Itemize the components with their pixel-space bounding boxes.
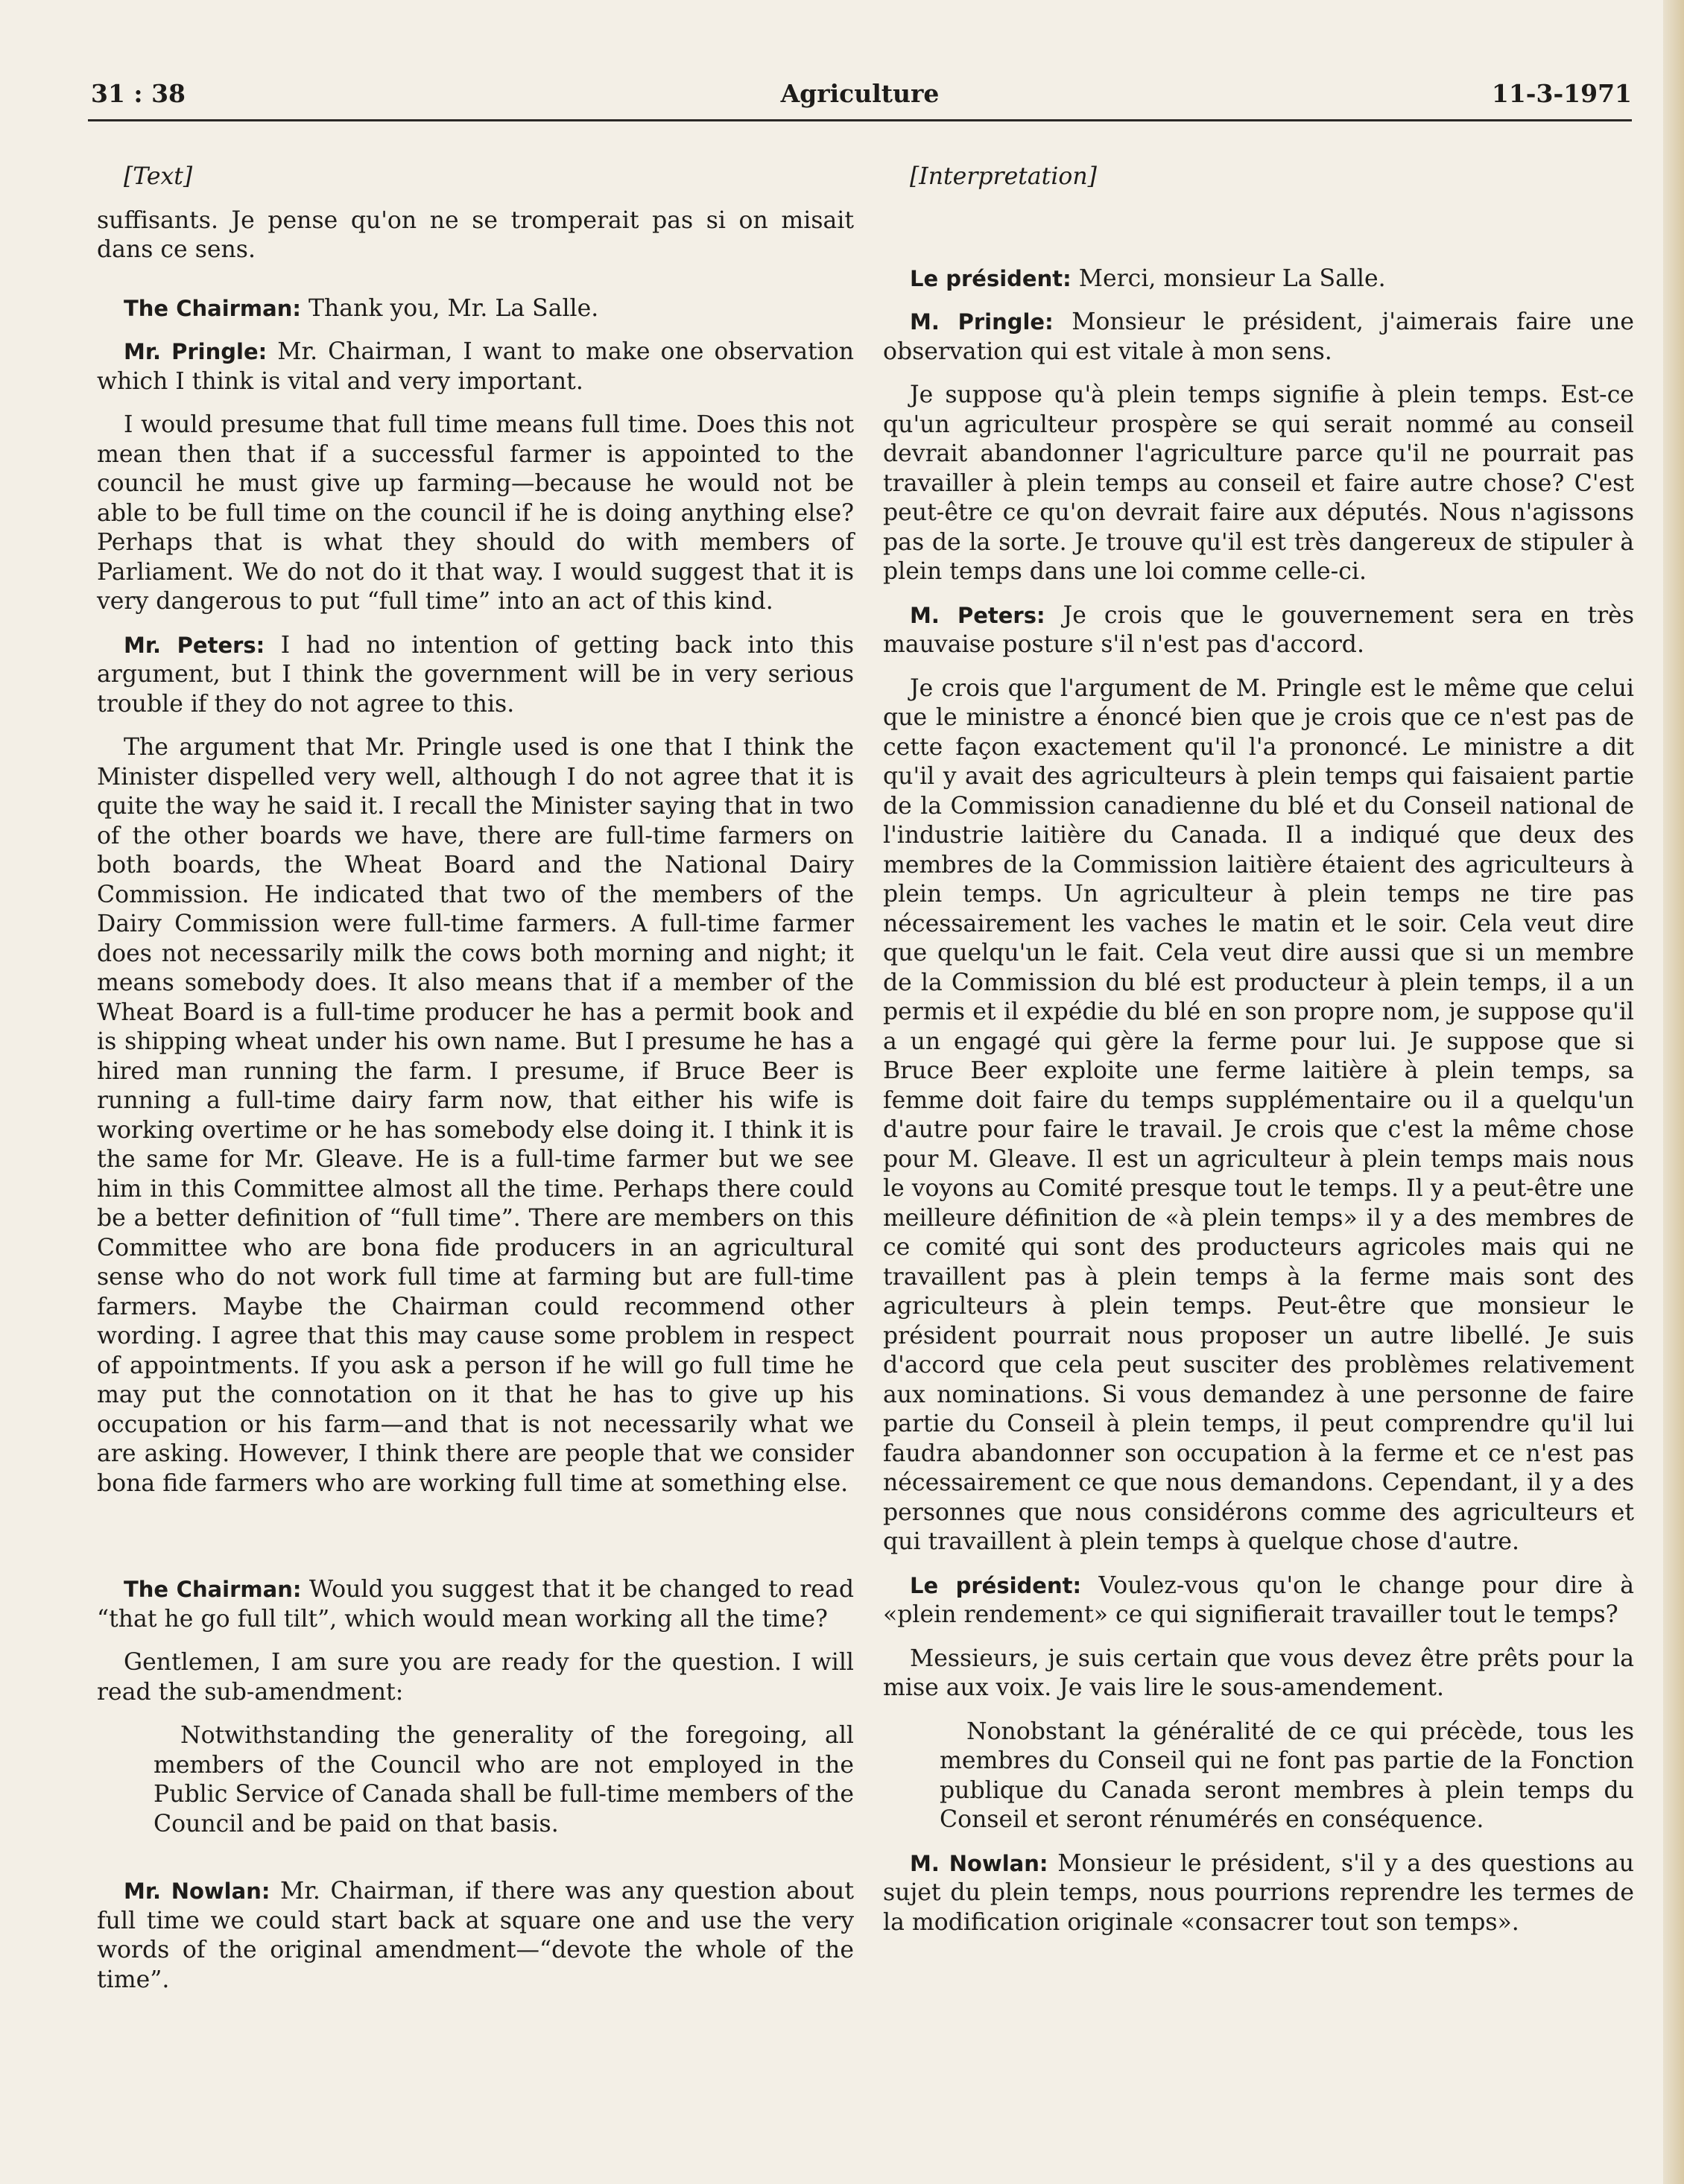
speech-text: Monsieur le président, j'aimerais faire une observation qui est vitale à mon sens. <box>883 308 1634 365</box>
speech-text: Mr. Chairman, if there was any question about full time we could start back at square one and use the very words of the original amendment—“devote the whole of the time”. <box>97 1878 854 1993</box>
speech-text: Merci, monsieur La Salle. <box>1071 265 1386 292</box>
speaker-name: Mr. Peters: <box>124 632 265 658</box>
paragraph: The argument that Mr. Pringle used is one that I think the Minister dispelled very well, although I do not agree that it is quite the way he said it. I recall the Minister saying that in two of the other boards we have, there are full-time farmers on both boards, the Wheat Board and the National Dairy Commission. He indicated that two of the members of the Dairy Commission were full-time farmers. A full-time farmer does not necessarily milk the cows both morning and night; it means somebody does. It also means that if a member of the Wheat Board is a full-time producer he has a permit book and is shipping wheat under his own name. But I presume he has a hired man running the farm. I presume, if Bruce Beer is running a full-time dairy farm now, that either his wife is working overtime or he has somebody else doing it. I think it is the same for Mr. Gleave. He is a full-time farmer but we see him in this Committee almost all the time. Perhaps there could be a better definition of “full time”. There are members on this Committee who are bona fide producers in an agricultural sense who do not work full time at farming but are full-time farmers. Maybe the Chairman could recommend other wording. I agree that this may cause some problem in respect of appointments. If you ask a person if he will go full time he may put the connotation on it that he has to give up his occupation or his farm—and that is not necessarily what we are asking. However, I think there are people that we consider bona fide farmers who are working full time at something else. <box>97 734 854 1497</box>
paragraph: Je suppose qu'à plein temps signifie à plein temps. Est-ce qu'un agriculteur prospère se qui serait nommé au conseil devrait abandonner l'agriculture parce qu'il ne pourrait pas travailler à plein temps au conseil et faire autre chose? C'est peut-être ce qu'on devrait faire aux députés. Nous n'agissons pas de la sorte. Je trouve qu'il est très dangereux de stipuler à plein temps dans une loi comme celle-ci. <box>883 382 1634 585</box>
paragraph: suffisants. Je pense qu'on ne se tromperait pas si on misait dans ce sens. <box>97 206 854 263</box>
speech-paragraph <box>883 265 1634 294</box>
speaker-name: The Chairman: <box>124 295 301 321</box>
page-number: 31 : 38 <box>91 79 186 108</box>
paragraph: I would presume that full time means full time. Does this not mean then that if a successful farmer is appointed to the council he must give up farming—because he would not be able to be full time on the council if he is doing anything else? Perhaps that is what they should do with members of Parliament. We do not do it that way. I would suggest that it is very dangerous to put “full time” into an act of this kind. <box>97 411 854 615</box>
paragraph: Je crois que l'argument de M. Pringle est le même que celui que le ministre a énoncé bien que je crois que ce n'est pas de cette façon exactement qu'il l'a prononcé. Le ministre a dit qu'il y avait des agriculteurs à plein temps qui faisaient partie de la Commission canadienne du blé et du Conseil national de l'industrie laitière du Canada. Il a indiqué que deux des membres de la Commission laitière étaient des agriculteurs à plein temps. Un agriculteur à plein temps ne tire pas nécessairement les vaches le matin et le soir. Cela veut dire que quelqu'un le fait. Cela veut dire aussi que si un membre de la Commission du blé est producteur à plein temps, il a un permis et il expédie du blé en son propre nom, je suppose qu'il a un engagé qui gère la ferme pour lui. Je suppose que si Bruce Beer exploite une ferme laitière à plein temps, sa femme doit faire du temps supplémentaire ou il a quelqu'un d'autre pour faire le travail. Je crois que c'est la même chose pour M. Gleave. Il est un agriculteur à plein temps mais nous le voyons au Comité presque tout le temps. Il y a peut-être une meilleure définition de «à plein temps» il y a des membres de ce comité qui sont des producteurs agricoles mais qui ne travaillent pas à plein temps à la ferme mais sont des agriculteurs à plein temps. Peut-être que monsieur le président pourrait nous proposer un autre libellé. Je suis d'accord que cela peut susciter des problèmes relativement aux nominations. Si vous demandez à une personne de faire partie du Conseil à plein temps, il peut comprendre qu'il lui faudra abandonner son occupation à la ferme et ce n'est pas nécessairement ce que nous demandons. Cependant, il y a des personnes que nous considérons comme des agriculteurs et qui travaillent à plein temps à quelque chose d'autre. <box>883 674 1634 1555</box>
page-date: 11-3-1971 <box>1491 79 1632 108</box>
speech-text: Monsieur le président, s'il y a des questions au sujet du plein temps, nous pourrions reprendre les termes de la modification originale «consacrer tout son temps». <box>883 1849 1634 1936</box>
speaker-name: The Chairman: <box>124 1577 302 1602</box>
speaker-name: Mr. Pringle: <box>124 339 268 364</box>
speaker-name: M. Peters: <box>910 602 1045 628</box>
speech-paragraph <box>97 338 854 396</box>
speech-text: Voulez-vous qu'on le change pour dire à «plein rendement» ce qui signifierait travailler tout le temps? <box>883 1571 1634 1628</box>
sub-amendment-quote: Notwithstanding the generality of the foregoing, all members of the Council who are not employed in the Public Service of Canada shall be full-time members of the Council and be paid on that basis. <box>153 1722 854 1838</box>
language-tag: [Text] <box>124 163 193 190</box>
page-binding-edge <box>1663 0 1684 2184</box>
speech-paragraph <box>97 294 854 324</box>
speech-paragraph <box>883 1571 1634 1630</box>
paragraph: Messieurs, je suis certain que vous devez être prêts pour la mise aux voix. Je vais lire le sous-amendement. <box>883 1645 1634 1701</box>
speech-text: I had no intention of getting back into this argument, but I think the government will be in very serious trouble if they do not agree to this. <box>97 631 855 718</box>
paragraph: Gentlemen, I am sure you are ready for the question. I will read the sub-amendment: <box>97 1649 854 1706</box>
speech-paragraph <box>883 601 1634 660</box>
speaker-name: M. Pringle: <box>910 309 1054 335</box>
speaker-name: Le président: <box>910 1572 1082 1598</box>
section-title: Agriculture <box>780 79 940 108</box>
speech-text: Thank you, Mr. La Salle. <box>300 294 599 322</box>
language-tag: [Interpretation] <box>910 163 1097 190</box>
french-column <box>883 162 1634 1952</box>
speech-paragraph <box>97 1877 854 1995</box>
speech-text: Would you suggest that it be changed to read “that he go full tilt”, which would mean working all the time? <box>97 1576 854 1633</box>
speech-paragraph <box>97 631 854 720</box>
speech-paragraph <box>883 308 1634 367</box>
speech-paragraph <box>883 1849 1634 1938</box>
sub-amendment-quote: Nonobstant la généralité de ce qui précède, tous les membres du Conseil qui ne font pas partie de la Fonction publique du Canada seront membres à plein temps du Conseil et seront rénumérés en conséquence. <box>940 1718 1634 1833</box>
speech-text: Mr. Chairman, I want to make one observation which I think is vital and very important. <box>97 338 854 395</box>
speaker-name: Mr. Nowlan: <box>124 1878 270 1904</box>
speaker-name: M. Nowlan: <box>910 1850 1048 1876</box>
page-header <box>88 73 1632 121</box>
speech-paragraph <box>97 1575 854 1634</box>
speech-text: Je crois que le gouvernement sera en très mauvaise posture s'il n'est pas d'accord. <box>883 601 1634 658</box>
english-column <box>97 162 854 2009</box>
speaker-name: Le président: <box>910 265 1072 291</box>
